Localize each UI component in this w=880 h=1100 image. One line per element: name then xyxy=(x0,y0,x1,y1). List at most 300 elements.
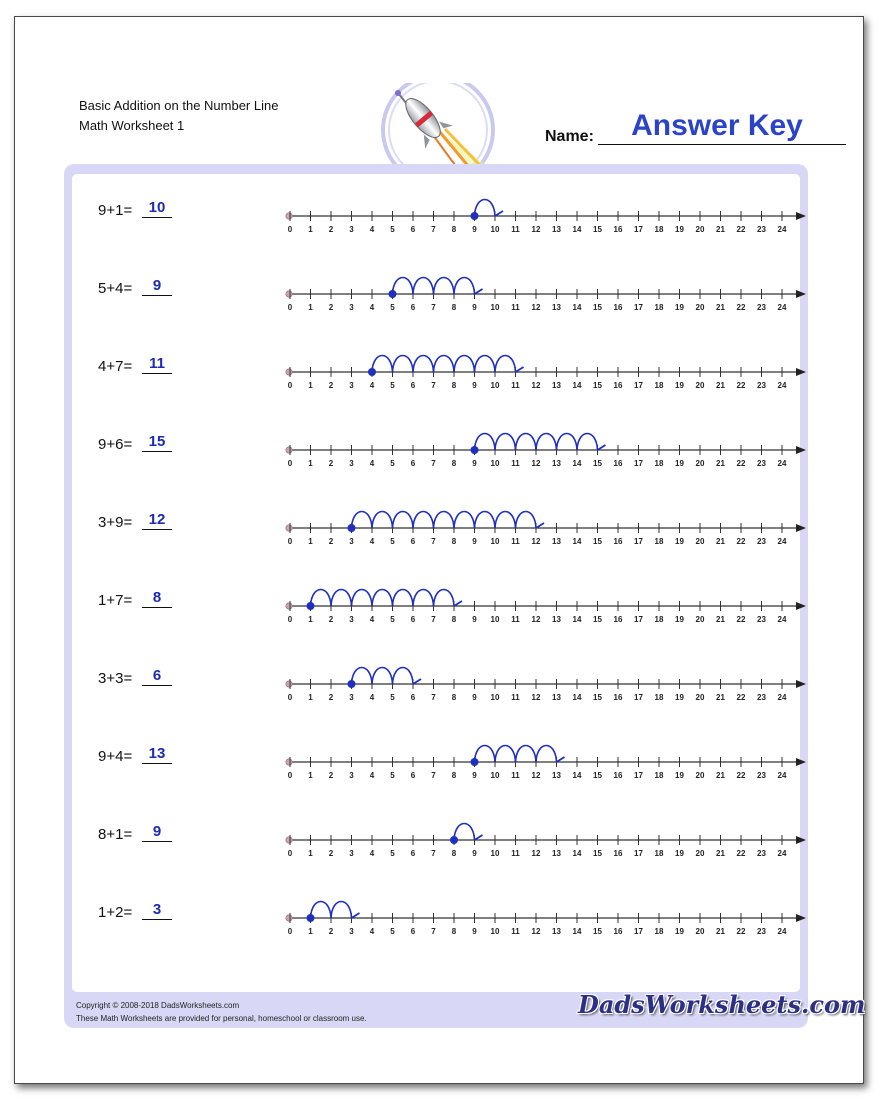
tick-label: 7 xyxy=(431,303,436,312)
tick-label: 13 xyxy=(552,849,561,858)
tick-label: 23 xyxy=(757,693,766,702)
arrow-head xyxy=(796,524,806,532)
tick-label: 7 xyxy=(431,459,436,468)
tick-label: 21 xyxy=(716,693,725,702)
tick-label: 11 xyxy=(511,381,520,390)
tick-label: 1 xyxy=(308,459,313,468)
jump-arc xyxy=(495,434,516,451)
tick-label: 4 xyxy=(369,381,375,390)
problem-row xyxy=(98,734,818,790)
tick-label: 20 xyxy=(695,927,705,936)
jump-arc xyxy=(516,434,537,451)
copyright-text: Copyright © 2008-2018 DadsWorksheets.com xyxy=(76,1001,240,1010)
tick-label: 1 xyxy=(308,225,313,234)
tick-label: 14 xyxy=(572,927,582,936)
number-line xyxy=(262,634,822,704)
tick-label: 10 xyxy=(490,615,500,624)
worksheet-subtitle: Math Worksheet 1 xyxy=(79,118,185,133)
tick-label: 18 xyxy=(654,537,664,546)
tick-label: 11 xyxy=(511,849,520,858)
jump-end-marker xyxy=(352,913,360,918)
jump-arc xyxy=(495,746,516,763)
start-point xyxy=(471,758,479,766)
jump-arc xyxy=(495,356,516,373)
tick-label: 18 xyxy=(654,381,664,390)
tick-label: 17 xyxy=(634,615,643,624)
start-point xyxy=(471,446,479,454)
tick-label: 4 xyxy=(369,693,375,702)
tick-label: 22 xyxy=(736,849,746,858)
tick-label: 23 xyxy=(757,771,766,780)
origin-marker xyxy=(286,213,292,219)
start-point xyxy=(348,680,356,688)
dadsworksheets-logo[interactable] xyxy=(578,990,865,1019)
tick-label: 23 xyxy=(757,615,766,624)
tick-label: 11 xyxy=(511,771,520,780)
tick-label: 24 xyxy=(777,381,787,390)
jump-arc xyxy=(372,512,393,529)
origin-marker xyxy=(286,525,292,531)
number-line xyxy=(262,400,822,470)
tick-label: 14 xyxy=(572,771,582,780)
tick-label: 6 xyxy=(410,927,416,936)
jump-arc xyxy=(434,590,455,607)
tick-label: 15 xyxy=(593,537,602,546)
tick-label: 3 xyxy=(349,615,354,624)
tick-label: 0 xyxy=(287,849,293,858)
tick-label: 12 xyxy=(531,537,541,546)
arrow-head xyxy=(796,368,806,376)
tick-label: 22 xyxy=(736,225,746,234)
tick-label: 14 xyxy=(572,459,582,468)
tick-label: 7 xyxy=(431,771,436,780)
tick-label: 17 xyxy=(634,849,643,858)
tick-label: 2 xyxy=(328,927,334,936)
tick-label: 2 xyxy=(328,615,334,624)
tick-label: 23 xyxy=(757,381,766,390)
tick-label: 7 xyxy=(431,849,436,858)
jump-arc xyxy=(536,434,557,451)
tick-label: 17 xyxy=(634,225,643,234)
problem-row xyxy=(98,500,818,556)
tick-label: 10 xyxy=(490,459,500,468)
tick-label: 9 xyxy=(472,381,477,390)
tick-label: 22 xyxy=(736,537,746,546)
jump-arc xyxy=(434,356,455,373)
tick-label: 8 xyxy=(451,693,457,702)
tick-label: 16 xyxy=(613,771,623,780)
tick-label: 9 xyxy=(472,225,477,234)
tick-label: 19 xyxy=(675,459,684,468)
problem-row xyxy=(98,656,818,712)
equation-text: 9+1= xyxy=(98,202,133,219)
tick-label: 5 xyxy=(390,771,395,780)
jump-arc xyxy=(536,746,557,763)
tick-label: 6 xyxy=(410,381,416,390)
tick-label: 9 xyxy=(472,849,477,858)
tick-label: 19 xyxy=(675,927,684,936)
tick-label: 15 xyxy=(593,849,602,858)
tick-label: 19 xyxy=(675,303,684,312)
jump-end-marker xyxy=(598,445,606,450)
tick-label: 12 xyxy=(531,927,541,936)
tick-label: 6 xyxy=(410,459,416,468)
tick-label: 24 xyxy=(777,615,787,624)
tick-label: 19 xyxy=(675,615,684,624)
tick-label: 7 xyxy=(431,927,436,936)
tick-label: 22 xyxy=(736,459,746,468)
tick-label: 0 xyxy=(287,693,293,702)
footer-text xyxy=(76,999,367,1025)
tick-label: 3 xyxy=(349,537,354,546)
tick-label: 10 xyxy=(490,303,500,312)
answer-value: 9 xyxy=(142,823,172,842)
jump-arc xyxy=(413,590,434,607)
jump-end-marker xyxy=(475,835,483,840)
tick-label: 8 xyxy=(451,381,457,390)
tick-label: 4 xyxy=(369,849,375,858)
tick-label: 12 xyxy=(531,615,541,624)
tick-label: 5 xyxy=(390,381,395,390)
tick-label: 0 xyxy=(287,225,293,234)
tick-label: 12 xyxy=(531,771,541,780)
tick-label: 22 xyxy=(736,303,746,312)
tick-label: 20 xyxy=(695,303,705,312)
jump-arc xyxy=(331,902,352,919)
tick-label: 10 xyxy=(490,693,500,702)
tick-label: 23 xyxy=(757,537,766,546)
equation-text: 1+7= xyxy=(98,592,133,609)
tick-label: 18 xyxy=(654,849,664,858)
tick-label: 1 xyxy=(308,537,313,546)
tick-label: 24 xyxy=(777,927,787,936)
tick-label: 14 xyxy=(572,537,582,546)
tick-label: 8 xyxy=(451,537,457,546)
tick-label: 12 xyxy=(531,381,541,390)
tick-label: 24 xyxy=(777,537,787,546)
jump-arc xyxy=(475,512,496,529)
tick-label: 19 xyxy=(675,771,684,780)
tick-label: 4 xyxy=(369,459,375,468)
jump-arc xyxy=(577,434,598,451)
name-label: Name: xyxy=(545,128,594,145)
tick-label: 10 xyxy=(490,771,500,780)
tick-label: 11 xyxy=(511,927,520,936)
tick-label: 11 xyxy=(511,459,520,468)
start-point xyxy=(368,368,376,376)
origin-marker xyxy=(286,915,292,921)
tick-label: 22 xyxy=(736,693,746,702)
arrow-head xyxy=(796,836,806,844)
tick-label: 23 xyxy=(757,849,766,858)
tick-label: 15 xyxy=(593,771,602,780)
number-line xyxy=(262,790,822,860)
start-point xyxy=(348,524,356,532)
tick-label: 1 xyxy=(308,381,313,390)
tick-label: 20 xyxy=(695,771,705,780)
tick-label: 15 xyxy=(593,615,602,624)
tick-label: 6 xyxy=(410,615,416,624)
answer-value: 11 xyxy=(142,355,172,374)
tick-label: 12 xyxy=(531,459,541,468)
tick-label: 9 xyxy=(472,537,477,546)
jump-arc xyxy=(372,668,393,685)
tick-label: 21 xyxy=(716,849,725,858)
tick-label: 6 xyxy=(410,537,416,546)
tick-label: 22 xyxy=(736,381,746,390)
tick-label: 9 xyxy=(472,693,477,702)
tick-label: 11 xyxy=(511,225,520,234)
jump-arc xyxy=(393,512,414,529)
jump-arc xyxy=(557,434,578,451)
tick-label: 5 xyxy=(390,615,395,624)
origin-marker xyxy=(286,603,292,609)
tick-label: 8 xyxy=(451,615,457,624)
tick-label: 17 xyxy=(634,693,643,702)
jump-arc xyxy=(352,590,373,607)
tick-label: 3 xyxy=(349,225,354,234)
tick-label: 4 xyxy=(369,615,375,624)
problems-area xyxy=(72,174,800,992)
equation-text: 9+6= xyxy=(98,436,133,453)
jump-arc xyxy=(475,356,496,373)
answer-value: 15 xyxy=(142,433,172,452)
jump-arc xyxy=(434,278,455,295)
tick-label: 3 xyxy=(349,849,354,858)
name-field-line xyxy=(598,144,846,145)
tick-label: 1 xyxy=(308,771,313,780)
jump-end-marker xyxy=(413,679,421,684)
tick-label: 3 xyxy=(349,927,354,936)
tick-label: 0 xyxy=(287,459,293,468)
tick-label: 14 xyxy=(572,303,582,312)
arrow-head xyxy=(796,602,806,610)
tick-label: 5 xyxy=(390,537,395,546)
tick-label: 13 xyxy=(552,381,561,390)
tick-label: 10 xyxy=(490,927,500,936)
origin-marker xyxy=(286,447,292,453)
tick-label: 11 xyxy=(511,303,520,312)
equation-text: 3+9= xyxy=(98,514,133,531)
tick-label: 6 xyxy=(410,303,416,312)
start-point xyxy=(389,290,397,298)
tick-label: 8 xyxy=(451,927,457,936)
tick-label: 11 xyxy=(511,693,520,702)
start-point xyxy=(471,212,479,220)
tick-label: 17 xyxy=(634,459,643,468)
tick-label: 1 xyxy=(308,615,313,624)
arrow-head xyxy=(796,446,806,454)
answer-value: 9 xyxy=(142,277,172,296)
tick-label: 14 xyxy=(572,693,582,702)
number-line xyxy=(262,556,822,626)
tick-label: 15 xyxy=(593,381,602,390)
tick-label: 5 xyxy=(390,225,395,234)
tick-label: 21 xyxy=(716,381,725,390)
jump-arc xyxy=(454,356,475,373)
tick-label: 9 xyxy=(472,459,477,468)
tick-label: 14 xyxy=(572,381,582,390)
equation-text: 3+3= xyxy=(98,670,133,687)
tick-label: 13 xyxy=(552,303,561,312)
tick-label: 7 xyxy=(431,225,436,234)
jump-arc xyxy=(393,590,414,607)
tick-label: 13 xyxy=(552,771,561,780)
tick-label: 19 xyxy=(675,225,684,234)
number-line xyxy=(262,322,822,392)
tick-label: 2 xyxy=(328,459,334,468)
tick-label: 16 xyxy=(613,303,623,312)
origin-marker xyxy=(286,837,292,843)
start-point xyxy=(450,836,458,844)
number-line xyxy=(262,166,822,236)
tick-label: 4 xyxy=(369,927,375,936)
tick-label: 1 xyxy=(308,927,313,936)
tick-label: 13 xyxy=(552,693,561,702)
tick-label: 0 xyxy=(287,615,293,624)
tick-label: 2 xyxy=(328,771,334,780)
tick-label: 18 xyxy=(654,771,664,780)
tick-label: 2 xyxy=(328,381,334,390)
tick-label: 5 xyxy=(390,459,395,468)
tick-label: 20 xyxy=(695,225,705,234)
tick-label: 15 xyxy=(593,693,602,702)
tick-label: 7 xyxy=(431,615,436,624)
tick-label: 10 xyxy=(490,381,500,390)
tick-label: 0 xyxy=(287,927,293,936)
tick-label: 18 xyxy=(654,615,664,624)
tick-label: 9 xyxy=(472,615,477,624)
tick-label: 9 xyxy=(472,303,477,312)
answer-key-text: Answer Key xyxy=(631,109,803,142)
equation-text: 8+1= xyxy=(98,826,133,843)
start-point xyxy=(307,914,315,922)
tick-label: 4 xyxy=(369,225,375,234)
tick-label: 12 xyxy=(531,225,541,234)
jump-end-marker xyxy=(475,289,483,294)
tick-label: 4 xyxy=(369,771,375,780)
tick-label: 15 xyxy=(593,225,602,234)
tick-label: 13 xyxy=(552,537,561,546)
tick-label: 21 xyxy=(716,771,725,780)
tick-label: 16 xyxy=(613,849,623,858)
tick-label: 6 xyxy=(410,771,416,780)
number-line xyxy=(262,244,822,314)
jump-end-marker xyxy=(454,601,462,606)
tick-label: 23 xyxy=(757,927,766,936)
tick-label: 23 xyxy=(757,459,766,468)
tick-label: 19 xyxy=(675,849,684,858)
tick-label: 5 xyxy=(390,927,395,936)
tick-label: 16 xyxy=(613,381,623,390)
equation-text: 9+4= xyxy=(98,748,133,765)
tick-label: 11 xyxy=(511,615,520,624)
origin-marker xyxy=(286,681,292,687)
tick-label: 5 xyxy=(390,849,395,858)
jump-arc xyxy=(372,590,393,607)
equation-text: 4+7= xyxy=(98,358,133,375)
tick-label: 19 xyxy=(675,381,684,390)
tick-label: 0 xyxy=(287,303,293,312)
tick-label: 24 xyxy=(777,771,787,780)
tick-label: 22 xyxy=(736,927,746,936)
tick-label: 6 xyxy=(410,849,416,858)
tick-label: 14 xyxy=(572,225,582,234)
jump-arc xyxy=(393,356,414,373)
tick-label: 6 xyxy=(410,693,416,702)
jump-arc xyxy=(393,668,414,685)
number-line xyxy=(262,478,822,548)
tick-label: 12 xyxy=(531,303,541,312)
jump-end-marker xyxy=(495,211,503,216)
tick-label: 24 xyxy=(777,303,787,312)
tick-label: 7 xyxy=(431,381,436,390)
arrow-head xyxy=(796,290,806,298)
tick-label: 0 xyxy=(287,537,293,546)
tick-label: 18 xyxy=(654,459,664,468)
tick-label: 16 xyxy=(613,693,623,702)
tick-label: 20 xyxy=(695,459,705,468)
tick-label: 3 xyxy=(349,381,354,390)
tick-label: 4 xyxy=(369,537,375,546)
tick-label: 1 xyxy=(308,303,313,312)
tick-label: 2 xyxy=(328,225,334,234)
jump-arc xyxy=(413,278,434,295)
tick-label: 18 xyxy=(654,693,664,702)
jump-arc xyxy=(434,512,455,529)
tick-label: 8 xyxy=(451,303,457,312)
answer-value: 13 xyxy=(142,745,172,764)
equation-text: 1+2= xyxy=(98,904,133,921)
tick-label: 2 xyxy=(328,849,334,858)
arrow-head xyxy=(796,212,806,220)
tick-label: 20 xyxy=(695,615,705,624)
answer-value: 3 xyxy=(142,901,172,920)
tick-label: 13 xyxy=(552,225,561,234)
start-point xyxy=(307,602,315,610)
tick-label: 21 xyxy=(716,927,725,936)
tick-label: 17 xyxy=(634,303,643,312)
jump-arc xyxy=(516,512,537,529)
problem-row xyxy=(98,890,818,946)
jump-arc xyxy=(331,590,352,607)
tick-label: 22 xyxy=(736,615,746,624)
tick-label: 2 xyxy=(328,693,334,702)
tick-label: 24 xyxy=(777,225,787,234)
tick-label: 15 xyxy=(593,927,602,936)
answer-value: 10 xyxy=(142,199,172,218)
tick-label: 10 xyxy=(490,849,500,858)
tick-label: 18 xyxy=(654,225,664,234)
tick-label: 8 xyxy=(451,849,457,858)
tick-label: 17 xyxy=(634,927,643,936)
tick-label: 3 xyxy=(349,771,354,780)
jump-arc xyxy=(413,512,434,529)
tick-label: 14 xyxy=(572,849,582,858)
logo-text: DadsWorksheets.com xyxy=(578,990,866,1019)
tick-label: 12 xyxy=(531,693,541,702)
tick-label: 9 xyxy=(472,927,477,936)
tick-label: 20 xyxy=(695,381,705,390)
problems-panel xyxy=(64,164,866,1028)
tick-label: 20 xyxy=(695,693,705,702)
tick-label: 5 xyxy=(390,693,395,702)
arrow-head xyxy=(796,680,806,688)
jump-arc xyxy=(516,746,537,763)
problem-row xyxy=(98,344,818,400)
jump-arc xyxy=(454,278,475,295)
tick-label: 5 xyxy=(390,303,395,312)
